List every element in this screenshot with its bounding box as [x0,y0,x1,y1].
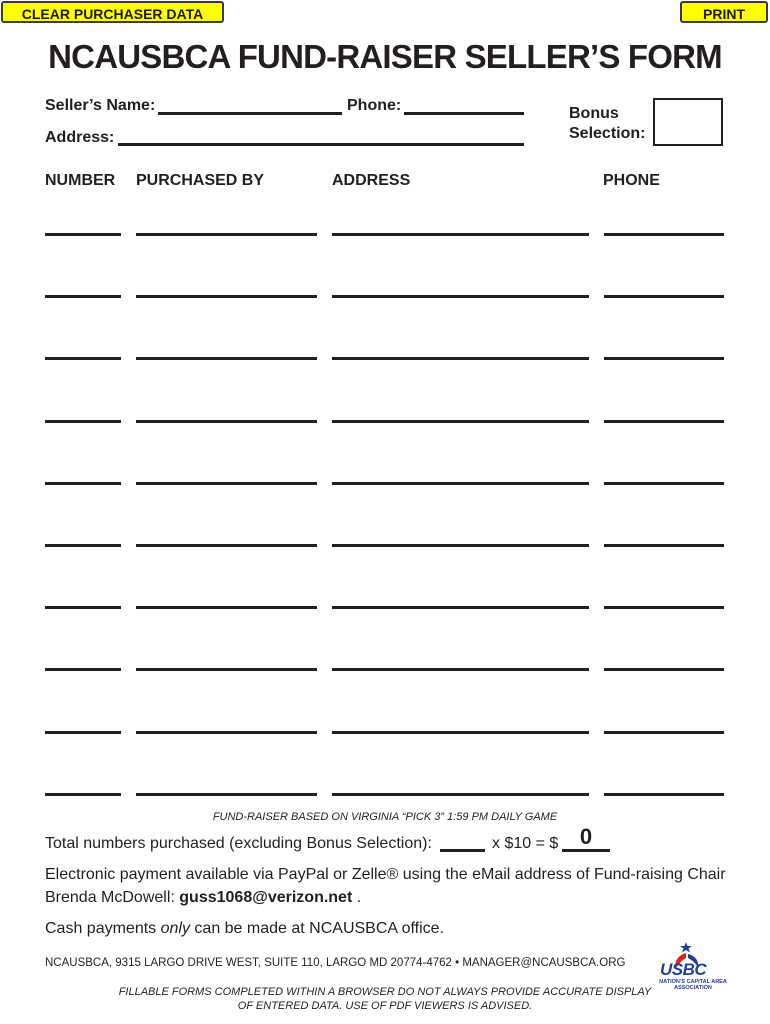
row-4-address-field[interactable] [332,420,589,423]
payment-email: guss1068@verizon.net [179,889,353,906]
address-label: Address: [45,129,115,146]
total-amount: 0 [579,824,593,849]
row-1-number-field[interactable] [45,233,121,236]
usbc-subtitle-line1: NATION’S CAPITAL AREA [659,979,727,985]
row-10-purchased-by-field[interactable] [136,793,317,796]
seller-address-field[interactable] [118,143,524,146]
row-3-address-field[interactable] [332,357,589,360]
column-header-phone: PHONE [603,172,660,189]
disclaimer-line-1: FILLABLE FORMS COMPLETED WITHIN A BROWSER DO NOT ALWAYS PROVIDE ACCURATE DISPLAY [118,986,652,998]
row-5-purchased-by-field[interactable] [136,482,317,485]
seller-name-field[interactable] [158,112,342,115]
row-2-phone-field[interactable] [604,295,724,298]
row-7-number-field[interactable] [45,606,121,609]
bonus-label-line1: Bonus [569,105,619,122]
row-9-phone-field[interactable] [604,731,724,734]
seller-phone-field[interactable] [404,112,524,115]
row-5-number-field[interactable] [45,482,121,485]
row-7-purchased-by-field[interactable] [136,606,317,609]
bonus-selection-label [569,104,645,144]
row-7-phone-field[interactable] [604,606,724,609]
payment-line-1: Electronic payment available via PayPal or Zelle® using the eMail address of Fund-raising Chair [45,866,726,883]
row-7-address-field[interactable] [332,606,589,609]
bonus-label-line2: Selection: [569,125,646,142]
usbc-subtitle-line2: ASSOCIATION [674,985,712,991]
row-2-address-field[interactable] [332,295,589,298]
form-title: NCAUSBCA FUND-RAISER SELLER’S FORM [48,38,722,75]
row-6-number-field[interactable] [45,544,121,547]
row-2-purchased-by-field[interactable] [136,295,317,298]
cash-only: only [160,920,190,937]
total-count-field[interactable] [440,849,485,852]
row-10-phone-field[interactable] [604,793,724,796]
usbc-wordmark: USBC [660,960,707,979]
row-4-phone-field[interactable] [604,420,724,423]
row-9-address-field[interactable] [332,731,589,734]
row-3-number-field[interactable] [45,357,121,360]
row-8-address-field[interactable] [332,668,589,671]
multiplier-text: x $10 = $ [492,835,559,852]
row-10-number-field[interactable] [45,793,121,796]
phone-label: Phone: [347,97,402,114]
row-8-number-field[interactable] [45,668,121,671]
row-3-phone-field[interactable] [604,357,724,360]
cash-suffix: can be made at NCAUSBCA office. [189,920,445,937]
row-9-number-field[interactable] [45,731,121,734]
game-note: FUND-RAISER BASED ON VIRGINIA “PICK 3” 1:59 PM DAILY GAME [212,811,558,823]
payment-suffix: . [352,889,362,906]
row-5-phone-field[interactable] [604,482,724,485]
row-4-purchased-by-field[interactable] [136,420,317,423]
total-label: Total numbers purchased (excluding Bonus Selection): [45,835,432,852]
row-1-phone-field[interactable] [604,233,724,236]
row-2-number-field[interactable] [45,295,121,298]
column-header-purchased-by: PURCHASED BY [136,172,265,189]
disclaimer-line-2: OF ENTERED DATA. USE OF PDF VIEWERS IS ADVISED. [237,1000,533,1012]
print-button[interactable]: PRINT [680,1,768,23]
cash-prefix: Cash payments [45,920,161,937]
row-4-number-field[interactable] [45,420,121,423]
row-5-address-field[interactable] [332,482,589,485]
usbc-subtitle [654,979,732,991]
cash-note [45,920,444,938]
row-8-purchased-by-field[interactable] [136,668,317,671]
row-10-address-field[interactable] [332,793,589,796]
row-6-address-field[interactable] [332,544,589,547]
total-amount-underline [562,849,610,852]
association-address: NCAUSBCA, 9315 LARGO DRIVE WEST, SUITE 110, LARGO MD 20774-4762 • MANAGER@NCAUSBCA.ORG [45,957,626,969]
bonus-selection-field[interactable] [653,98,723,146]
column-header-number: NUMBER [45,172,116,189]
clear-purchaser-data-button[interactable]: CLEAR PURCHASER DATA [1,1,224,23]
row-8-phone-field[interactable] [604,668,724,671]
usbc-logo [652,940,732,990]
row-1-purchased-by-field[interactable] [136,233,317,236]
row-1-address-field[interactable] [332,233,589,236]
seller-name-label: Seller’s Name: [45,97,156,114]
payment-line-2 [45,889,361,907]
row-3-purchased-by-field[interactable] [136,357,317,360]
browser-disclaimer [100,985,670,1013]
row-9-purchased-by-field[interactable] [136,731,317,734]
column-header-address: ADDRESS [332,172,411,189]
row-6-purchased-by-field[interactable] [136,544,317,547]
payment-prefix: Brenda McDowell: [45,889,180,906]
row-6-phone-field[interactable] [604,544,724,547]
